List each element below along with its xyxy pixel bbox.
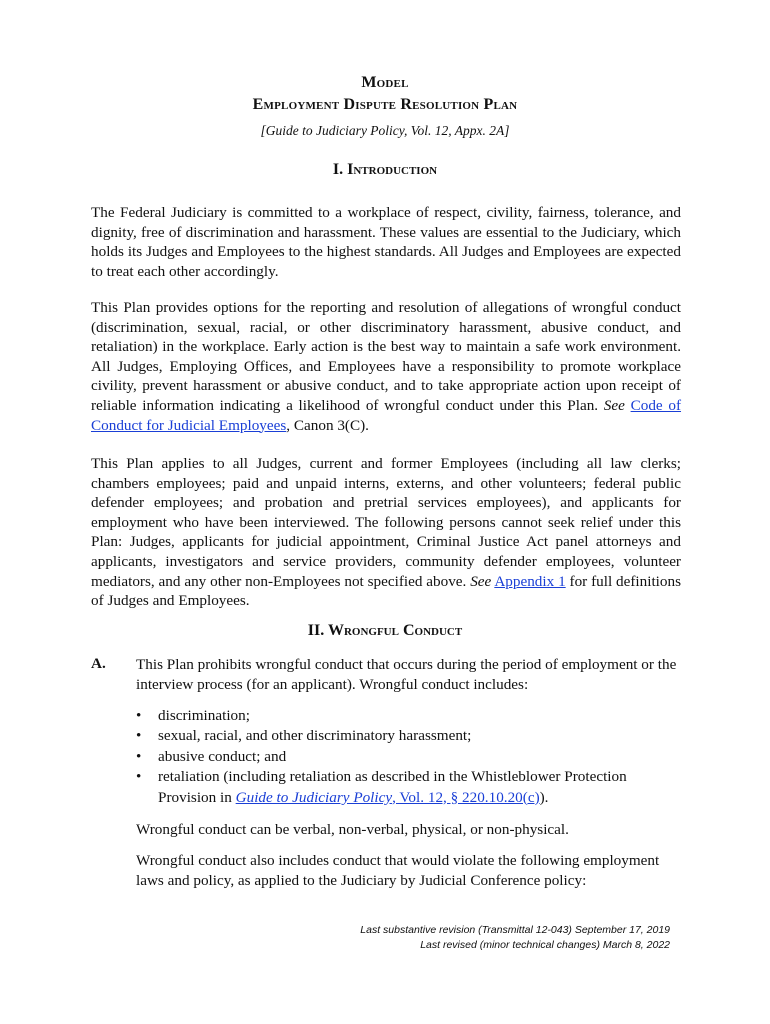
intro-paragraph-3 — [91, 454, 681, 611]
intro-paragraph-2 — [91, 298, 681, 435]
bullet-icon: • — [136, 747, 142, 765]
code-of-conduct-link[interactable]: Code of Conduct for Judicial Employees — [91, 396, 682, 434]
footer-revision-2: Last revised (minor technical changes) March 8, 2022 — [420, 939, 670, 951]
list-item-tail: ). — [539, 788, 549, 806]
bullet-icon: • — [136, 707, 142, 724]
intro-paragraph-3-text: This Plan applies to all Judges, current and former Employees (including all law clerks; chambers employees; paid and unpaid interns, externs, and other volunteers; federal public defender employees; and probation and pretrial services employees), and applicants for employment who have been interviewed. The following persons cannot seek relief under this Plan: Judges, applicants for judicial appointment, Criminal Justice Act panel attorneys and applicants, investigators and service providers, community defender employees, volunteer mediators, and any other non-Employees not specified above. — [91, 455, 681, 590]
intro-paragraph-1: The Federal Judiciary is committed to a workplace of respect, civility, fairness, tolerance, and dignity, free of discrimination and harassment. These values are essential to the Judiciary, which holds its Judges and Employees to the highest standards. All Judges and Employees are expected to treat each other accordingly. — [91, 204, 681, 280]
list-item — [136, 767, 681, 808]
appendix-1-link[interactable]: Appendix 1 — [494, 572, 566, 590]
footer-revision-1: Last substantive revision (Transmittal 12-043) September 17, 2019 — [360, 924, 670, 936]
subsection-intro: This Plan prohibits wrongful conduct that occurs during the period of employment or the interview process (for an applicant). Wrongful conduct includes: — [136, 656, 677, 693]
document-title-line2: Employment Dispute Resolution Plan — [252, 96, 518, 113]
intro-paragraph-2-text: This Plan provides options for the reporting and resolution of allegations of wrongful conduct (discrimination, sexual, racial, or other discriminatory harassment, abusive conduct, and retaliation) in the workplace. Early action is the best way to maintain a safe work environment. All Judges, Employing Offices, and Employees have a responsibility to promote workplace civility, prevent harassment or abusive conduct, and to take appropriate action upon receipt of reliable information indicating a likelihood of wrongful conduct under this Plan. — [91, 299, 681, 414]
document-title-line1: Model — [361, 74, 409, 91]
section-heading-introduction: I. Introduction — [332, 161, 438, 178]
bullet-icon: • — [136, 768, 142, 786]
document-subtitle: [Guide to Judiciary Policy, Vol. 12, Appx. 2A] — [260, 123, 510, 138]
guide-link-rest: , Vol. 12, § 220.10.20(c) — [392, 788, 540, 806]
wrongful-conduct-list — [136, 706, 681, 808]
list-item — [136, 706, 681, 726]
list-item — [136, 726, 681, 746]
list-item-text: sexual, racial, and other discriminatory harassment; — [158, 727, 472, 745]
intro-paragraph-3-tail: for full definitions of Judges and Employees. — [91, 572, 682, 610]
see-reference: See — [603, 396, 625, 414]
section-heading-wrongful-conduct: II. Wrongful Conduct — [307, 622, 463, 639]
wrongful-conduct-note-2: Wrongful conduct also includes conduct that would violate the following employment laws and policy, as applied to the Judiciary by Judicial Conference policy: — [136, 852, 660, 889]
see-reference: See — [470, 572, 492, 590]
list-item-text: abusive conduct; and — [158, 747, 287, 765]
subsection-letter: A. — [91, 655, 106, 672]
list-item-text: discrimination; — [158, 707, 250, 724]
wrongful-conduct-note-1: Wrongful conduct can be verbal, non-verbal, physical, or non-physical. — [136, 821, 569, 838]
list-item-text: retaliation (including retaliation as described in the Whistleblower Protection Provision in — [158, 768, 627, 806]
guide-link-italic: Guide to Judiciary Policy — [235, 788, 393, 806]
list-item — [136, 747, 681, 767]
guide-to-judiciary-policy-link[interactable] — [236, 789, 540, 806]
intro-paragraph-2-tail: , Canon 3(C). — [286, 416, 369, 434]
bullet-icon: • — [136, 727, 142, 745]
